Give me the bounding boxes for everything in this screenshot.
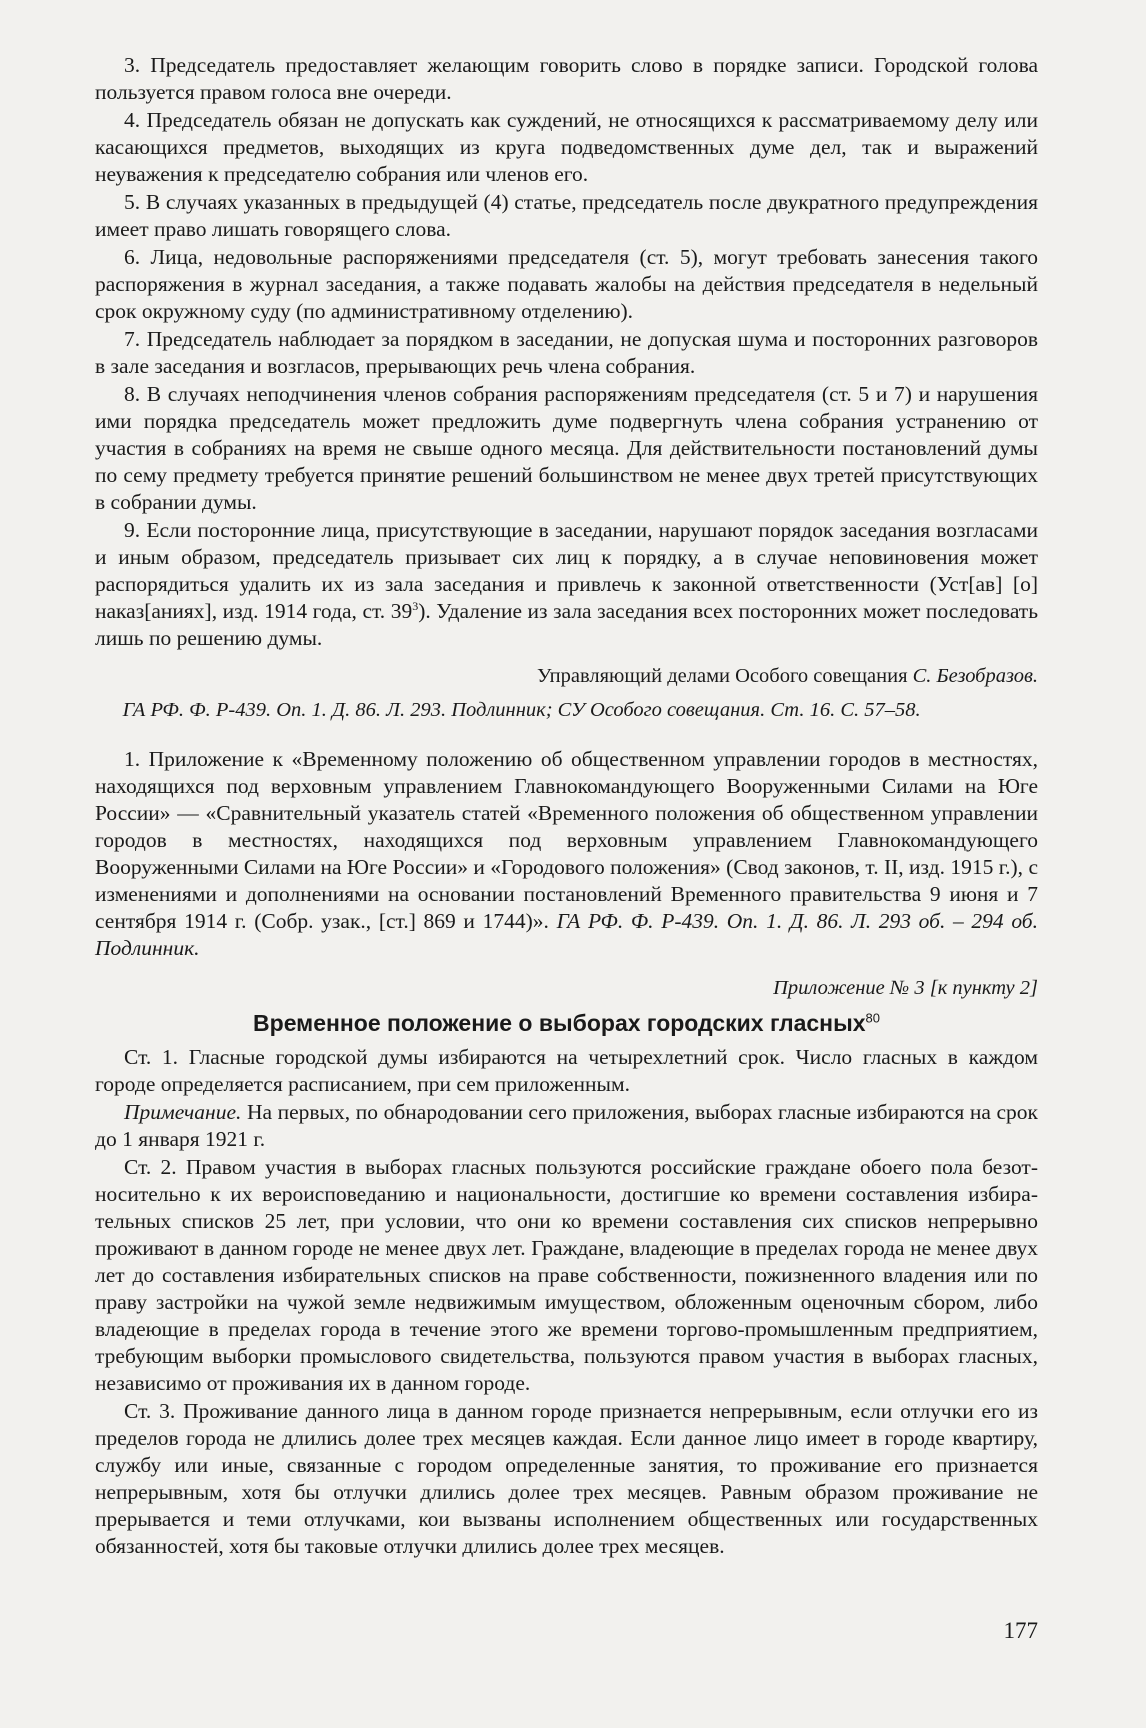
appendix-label: Приложение № 3 [к пункту 2]	[773, 977, 1038, 999]
paragraph-3: 3. Председатель предоставляет желающим говорить слово в порядке записи. Городской голова пользуется правом голоса вне очереди.	[95, 53, 1038, 104]
archive-source: ГА РФ. Ф. Р-439. Оп. 1. Д. 86. Л. 293. Подлинник; СУ Особого совещания. Ст. 16. С. 57–58.	[122, 699, 921, 721]
paragraph-9-end: ). Удаление из зала заседания всех посторонних может последовать лишь по решению думы.	[95, 599, 1039, 650]
section-heading	[95, 1008, 1038, 1038]
article-1: Ст. 1. Гласные городской думы избираются на четырехлетний срок. Число гласных в каждом городе определяется расписанием, при сем приложенным.	[95, 1045, 1038, 1096]
section-heading-text: Временное положение о выборах городских гласных	[253, 1010, 866, 1036]
paragraph-6: 6. Лица, недовольные распоряжениями председателя (ст. 5), могут требовать занесения такого распоряжения в журнал заседания, а также подавать жалобы на действия председателя в недельный срок окружному суду (по административному отделению).	[95, 245, 1038, 323]
signature-name: С. Безобразов.	[912, 665, 1038, 687]
article-1-note	[95, 1099, 1038, 1153]
note-1-source: ГА РФ. Ф. Р-439. Оп. 1. Д. 86. Л. 293 об. – 294 об. Подлинник.	[95, 909, 1038, 960]
page-number: 177	[1003, 1618, 1038, 1643]
note-label: Примечание.	[124, 1100, 242, 1124]
note-1	[95, 746, 1038, 962]
paragraph-7: 7. Председатель наблюдает за порядком в заседании, не допуская шума и посторонних разговоров в зале заседания и возгласов, прерывающих речь члена собрания.	[95, 327, 1038, 378]
signature-title: Управляющий делами Особого совещания	[536, 665, 913, 687]
article-3: Ст. 3. Проживание данного лица в данном городе признается непрерывным, если отлучки его из пределов города не длились долее трех месяцев каждая. Если данное лицо имеет в городе квартиру, службу или иные, связанные с городом определенные занятия, то проживание его признается непрерывным, хотя бы отлучки длились долее трех месяцев. Равным образом проживание не прерывается и теми отлучками, кои вызваны исполнением общественных или государственных обязанностей, хотя бы таковые отлучки длились долее трех месяцев.	[95, 1399, 1038, 1558]
paragraph-4: 4. Председатель обязан не допускать как суждений, не относящихся к рассматриваемому делу или касающихся предметов, выходящих из круга подведомственных думе дел, так и выражений неуважения к председателю собрания или членов его.	[95, 108, 1038, 186]
note-text: На первых, по обнародовании сего приложения, выборах гласные избираются на срок до 1 января 1921 г.	[95, 1100, 1038, 1151]
paragraph-9	[95, 517, 1038, 652]
footnote-mark: 3	[412, 598, 419, 613]
signature-line	[95, 662, 1038, 690]
article-2: Ст. 2. Правом участия в выборах гласных пользуются российские граждане обоего пола безотносительно к их вероисповеданию и национальности, достигшие ко времени составления избирательных списков 25 лет, при условии, что они ко времени составления сих списков непрерывно проживают в данном городе не менее двух лет. Граждане, владеющие в пределах города не менее двух лет до составления избирательных списков на праве собственности, пожизненного владения или по праву застройки на чужой земле недвижимым имуществом, обложенным оценочным сбором, либо владеющие в пределах города в течение этого же времени торгово-промышленным предприятием, требующим выборки промыслового свидетельства, пользуются правом участия в выборах гласных, независимо от проживания их в данном городе.	[95, 1155, 1038, 1395]
heading-footnote-mark: 80	[865, 1010, 880, 1026]
paragraph-5: 5. В случаях указанных в предыдущей (4) статье, председатель после двукратного предупреждения имеет право лишать говорящего слова.	[95, 190, 1038, 241]
note-1-text: 1. Приложение к «Временному положению об общественном управлении городов в местностях, находящихся под верховным управлением Главнокомандующего Вооруженными Силами на Юге России» — «Сравнительный указатель статей «Временного положения об общественном управлении городов в местностях, находящихся под верховным управлением Главнокомандующего Вооруженными Силами на Юге России» и «Городового положения» (Свод законов, т. II, изд. 1915 г.), с изменениями и дополнениями на основании постановлений Временного правительства 9 июня и 7 сентября 1914 г. (Собр. узак., [ст.] 869 и 1744)».	[95, 747, 1038, 933]
paragraph-8: 8. В случаях неподчинения членов собрания распоряжениям председателя (ст. 5 и 7) и нарушения ими порядка председатель может предложить думе подвергнуть члена собрания устранению от участия в собраниях на время не свыше одного месяца. Для действительности постановлений думы по сему предмету требуется принятие решений большинством не менее двух третей присутствующих в собрании думы.	[95, 382, 1038, 514]
paragraph-9-text: 9. Если посторонние лица, присутствующие в заседании, нарушают порядок заседания возгласами и иным образом, председатель призывает сих лиц к порядку, а в случае неповиновения может распорядиться удалить их из зала заседания и привлечь к законной ответственности (Уст[ав] [о] наказ[аниях], изд. 1914 года, ст. 39	[95, 518, 1038, 623]
